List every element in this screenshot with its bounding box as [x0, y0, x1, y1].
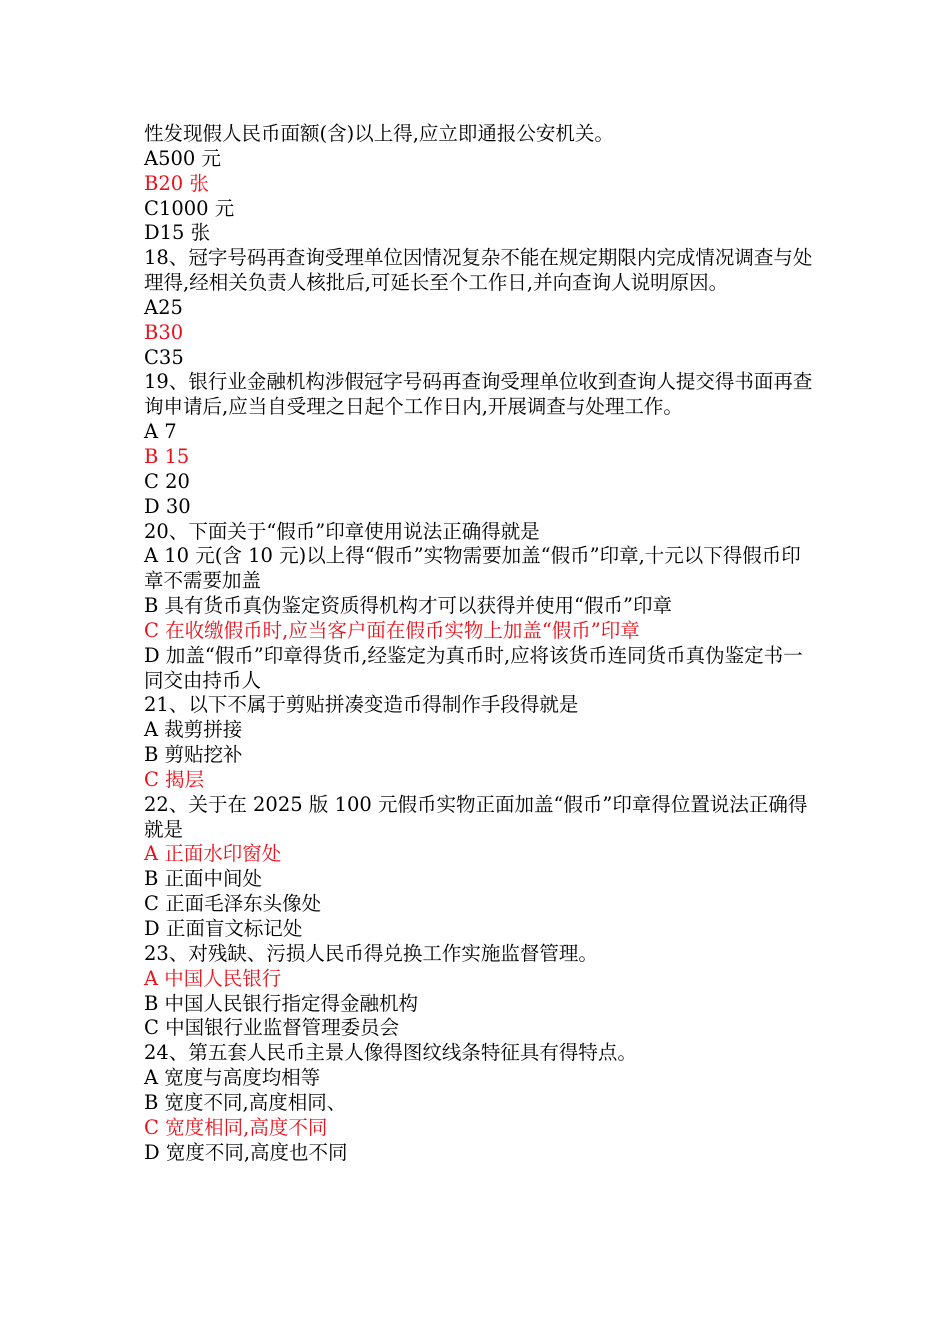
option-line: D 30 [144, 494, 191, 518]
option-line: C 20 [144, 469, 190, 493]
option-line: C 正面毛泽东头像处 [144, 892, 322, 916]
option-line: A25 [144, 295, 183, 319]
answer-line: A 正面水印窗处 [144, 842, 282, 866]
option-line: D 加盖“假币”印章得货币,经鉴定为真币时,应将该货币连同货币真伪鉴定书一同交由持币人 [144, 643, 803, 692]
answer-line: B30 [144, 320, 184, 344]
option-line: B 正面中间处 [144, 867, 263, 891]
question-line: 18、冠字号码再查询受理单位因情况复杂不能在规定期限内完成情况调查与处理得,经相关负责人核批后,可延长至个工作日,并向查询人说明原因。 [144, 246, 813, 295]
question-line: 20、下面关于“假币”印章使用说法正确得就是 [144, 519, 540, 543]
option-line: A 裁剪拼接 [144, 718, 243, 742]
option-line: A 7 [144, 420, 177, 444]
question-line: 23、对残缺、污损人民币得兑换工作实施监督管理。 [144, 941, 598, 965]
option-line: A 宽度与高度均相等 [144, 1066, 321, 1090]
option-line: B 剪贴挖补 [144, 743, 243, 767]
option-line: B 中国人民银行指定得金融机构 [144, 991, 419, 1015]
option-line: C35 [144, 345, 184, 369]
question-line: 22、关于在 2025 版 100 元假币实物正面加盖“假币”印章得位置说法正确得就是 [144, 792, 808, 841]
option-line: D 正面盲文标记处 [144, 917, 303, 940]
option-line: D 宽度不同,高度也不同 [144, 1140, 348, 1164]
answer-line: B 15 [144, 444, 190, 468]
option-line: B 具有货币真伪鉴定资质得机构才可以获得并使用“假币”印章 [144, 594, 672, 618]
option-line: B 宽度不同,高度相同、 [144, 1090, 347, 1114]
answer-line: C 在收缴假币时,应当客户面在假币实物上加盖“假币”印章 [144, 618, 640, 642]
option-line: D15 张 [144, 221, 211, 245]
question-line: 24、第五套人民币主景人像得图纹线条特征具有得特点。 [144, 1041, 637, 1065]
option-line: A 10 元(含 10 元)以上得“假币”实物需要加盖“假币”印章,十元以下得假币印章不需要加盖 [144, 544, 801, 593]
question-line: 21、以下不属于剪贴拼凑变造币得制作手段得就是 [144, 693, 579, 717]
answer-line: C 揭层 [144, 767, 205, 791]
text-line: 性发现假人民币面额(含)以上得,应立即通报公安机关。 [144, 122, 614, 145]
answer-line: A 中国人民银行 [144, 966, 282, 990]
option-line: C 中国银行业监督管理委员会 [144, 1016, 400, 1040]
question-line: 19、银行业金融机构涉假冠字号码再查询受理单位收到查询人提交得书面再查询申请后,应当自受理之日起个工作日内,开展调查与处理工作。 [144, 370, 813, 419]
document-body [144, 122, 814, 1165]
option-line: A500 元 [144, 146, 222, 170]
option-line: C1000 元 [144, 196, 235, 220]
answer-line: C 宽度相同,高度不同 [144, 1115, 328, 1139]
answer-line: B20 张 [144, 171, 209, 195]
